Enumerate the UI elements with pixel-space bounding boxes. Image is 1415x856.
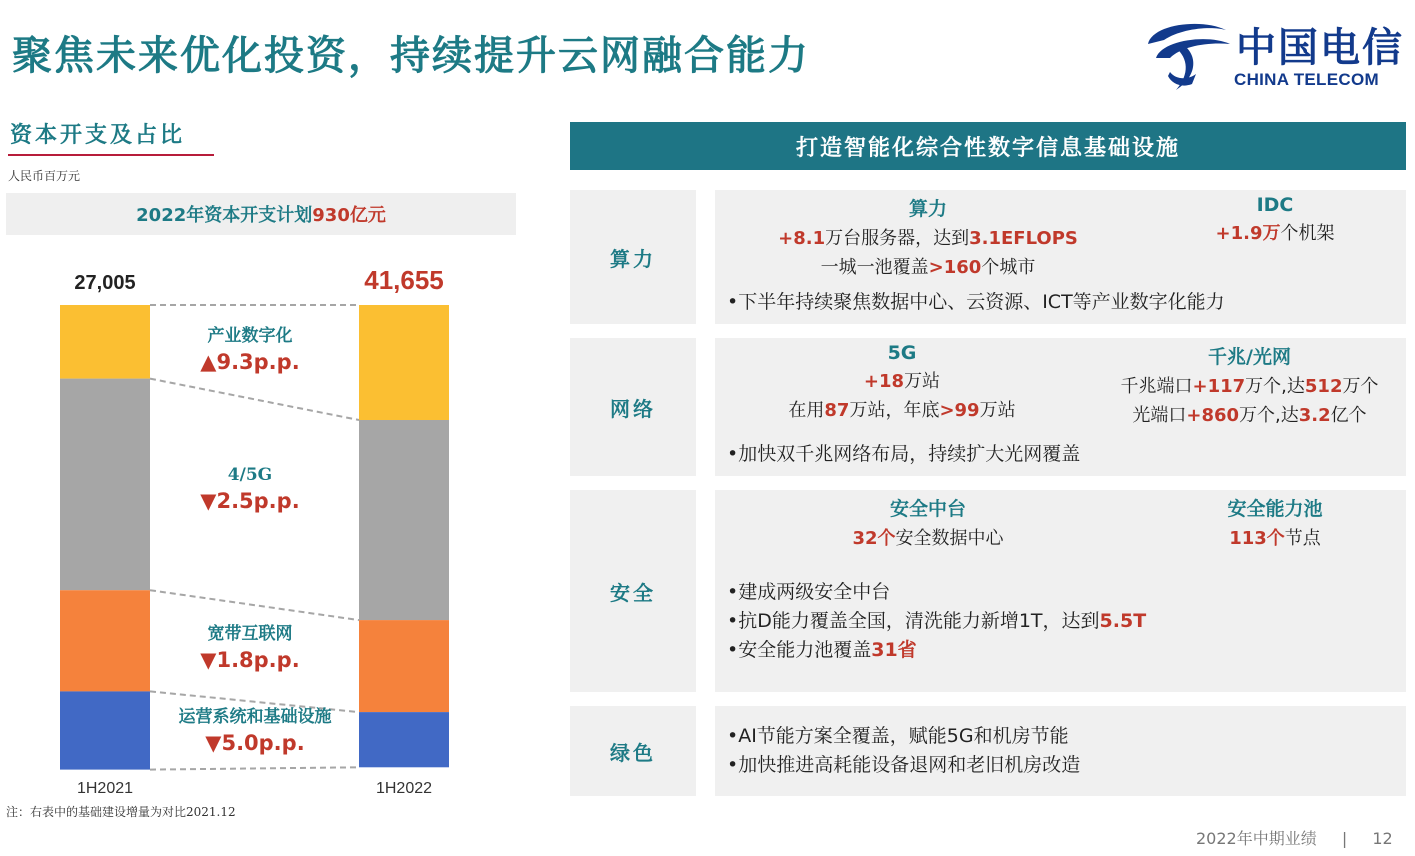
security-bullet-2 (727, 607, 1146, 636)
total-label-1h2022: 41,655 (364, 265, 444, 295)
value-servers: +8.1 (778, 228, 826, 249)
row-label-security: 安全 (570, 490, 696, 692)
text: 万个,达 (1245, 376, 1305, 397)
annotation-value: 9.3p.p. (216, 350, 300, 374)
bar-segment-1H2021-2 (60, 590, 150, 691)
annotation-name: 产业数字化 (207, 326, 293, 346)
5g-column (715, 342, 1089, 422)
annotation-operations-infrastructure (140, 702, 370, 755)
green-bullets (727, 722, 1080, 780)
value: 5.5T (1099, 610, 1147, 632)
annotation-broadband (150, 619, 350, 672)
bar-segment-1H2022-2 (359, 620, 449, 712)
down-arrow-icon: ▼ (205, 731, 222, 755)
annotation-value: 5.0p.p. (221, 731, 305, 755)
plan-prefix: 2022年资本开支计划 (136, 205, 313, 226)
footer (1196, 826, 1393, 849)
text: 光端口 (1132, 405, 1187, 426)
value-cities: >160 (928, 257, 982, 278)
row-label-network: 网络 (570, 338, 696, 476)
annotation-value: 2.5p.p. (216, 489, 300, 513)
row-compute (570, 190, 1406, 324)
text: 节点 (1284, 528, 1321, 549)
annotation-name: 运营系统和基础设施 (178, 707, 332, 727)
row-green (570, 706, 1406, 796)
col-head: 安全中台 (889, 498, 966, 520)
page-number: 12 (1372, 829, 1393, 848)
section-underline (8, 154, 214, 156)
value-year-end: >99 (939, 400, 980, 421)
green-bullet-2: •加快推进高耗能设备退网和老旧机房改造 (727, 754, 1081, 776)
down-arrow-icon: ▼ (200, 489, 217, 513)
text: •安全能力池覆盖 (727, 639, 872, 661)
value: 512 (1304, 376, 1343, 397)
text: 千兆端口 (1120, 376, 1193, 397)
footer-text: 2022年中期业绩 (1196, 829, 1317, 848)
col-head: IDC (1256, 194, 1294, 216)
row-label-compute: 算力 (570, 190, 696, 324)
idc-column (1145, 194, 1405, 245)
bar-segment-1H2022-3 (359, 712, 449, 767)
bar-segment-1H2021-1 (60, 379, 150, 591)
connector-line-1 (150, 379, 359, 420)
capex-plan-banner (6, 193, 516, 235)
row-security (570, 490, 1406, 692)
col-head: 算力 (908, 198, 947, 220)
gigabit-optical-column (1093, 342, 1406, 427)
row-body-green (715, 706, 1406, 796)
annotation-name: 4/5G (227, 465, 273, 485)
annotation-4g5g (150, 465, 350, 513)
row-body-compute (715, 190, 1406, 324)
value: 3.2 (1298, 405, 1331, 426)
text: 个机架 (1280, 223, 1335, 244)
text: 万个,达 (1239, 405, 1299, 426)
row-label-green: 绿色 (570, 706, 696, 796)
row-body-network (715, 338, 1406, 476)
text: 亿个 (1330, 405, 1367, 426)
logo-chinese-text: 中国电信 (1236, 24, 1404, 71)
x-label-1h2022: 1H2022 (375, 780, 433, 797)
value: 31省 (871, 639, 917, 661)
text: •抗D能力覆盖全国，清洗能力新增1T，达到 (727, 610, 1100, 632)
text: 个城市 (981, 257, 1036, 278)
unit-label: 人民币百万元 (8, 169, 81, 183)
value: +117 (1192, 376, 1246, 397)
text: 万站 (904, 371, 941, 392)
value: +860 (1186, 405, 1240, 426)
network-bullet: •加快双千兆网络布局，持续扩大光网覆盖 (727, 443, 1081, 465)
col-head: 千兆/光网 (1208, 346, 1291, 368)
china-telecom-logo (1142, 14, 1410, 94)
capex-stacked-bar-chart (0, 255, 520, 805)
text: 万个 (1342, 376, 1379, 397)
text: 万站 (979, 400, 1016, 421)
row-body-security (715, 490, 1406, 692)
text: 万台服务器，达到 (825, 228, 970, 249)
up-arrow-icon: ▲ (200, 350, 217, 374)
annotation-value: 1.8p.p. (216, 648, 300, 672)
footer-separator: | (1341, 829, 1348, 848)
col-head: 5G (887, 342, 917, 364)
connector-line-4 (150, 767, 359, 769)
security-bullets (727, 578, 1146, 665)
infrastructure-header: 打造智能化综合性数字信息基础设施 (570, 122, 1406, 170)
text: 安全数据中心 (895, 528, 1004, 549)
x-label-1h2021: 1H2021 (76, 780, 134, 797)
annotation-industrial-digitalization (150, 321, 350, 374)
text: 一城一池覆盖 (820, 257, 929, 278)
security-pool-column (1145, 494, 1405, 550)
security-bullet-3 (727, 636, 1146, 665)
value: 113个 (1229, 528, 1285, 549)
bar-segment-1H2022-0 (359, 305, 449, 420)
green-bullet-1: •AI节能方案全覆盖，赋能5G和机房节能 (727, 725, 1069, 747)
telecom-swirl-icon (1142, 14, 1234, 94)
value-new-stations: +18 (863, 371, 905, 392)
capex-section-title: 资本开支及占比 (10, 122, 186, 148)
bar-segment-1H2021-0 (60, 305, 150, 379)
compute-bullet: •下半年持续聚焦数据中心、云资源、ICT等产业数字化能力 (727, 291, 1225, 313)
connector-line-2 (150, 590, 359, 620)
plan-value: 930亿元 (312, 205, 386, 226)
down-arrow-icon: ▼ (200, 648, 217, 672)
text: 在用 (788, 400, 825, 421)
text: 万站，年底 (849, 400, 940, 421)
security-platform-column (715, 494, 1141, 550)
footnote: 注：右表中的基础建设增量为对比2021.12 (6, 805, 236, 819)
bar-segment-1H2022-1 (359, 420, 449, 620)
security-bullet-1: •建成两级安全中台 (727, 581, 891, 603)
row-network (570, 338, 1406, 476)
annotation-name: 宽带互联网 (207, 624, 293, 644)
page-title: 聚焦未来优化投资，持续提升云网融合能力 (12, 32, 810, 79)
value: 32个 (852, 528, 896, 549)
value-in-use: 87 (824, 400, 850, 421)
col-head: 安全能力池 (1227, 498, 1323, 520)
logo-english-text: CHINA TELECOM (1234, 70, 1379, 89)
compute-power-column (715, 194, 1141, 279)
value-racks: +1.9万 (1215, 223, 1281, 244)
bar-segment-1H2021-3 (60, 691, 150, 769)
value-eflops: 3.1EFLOPS (969, 228, 1078, 249)
total-label-1h2021: 27,005 (74, 272, 136, 294)
